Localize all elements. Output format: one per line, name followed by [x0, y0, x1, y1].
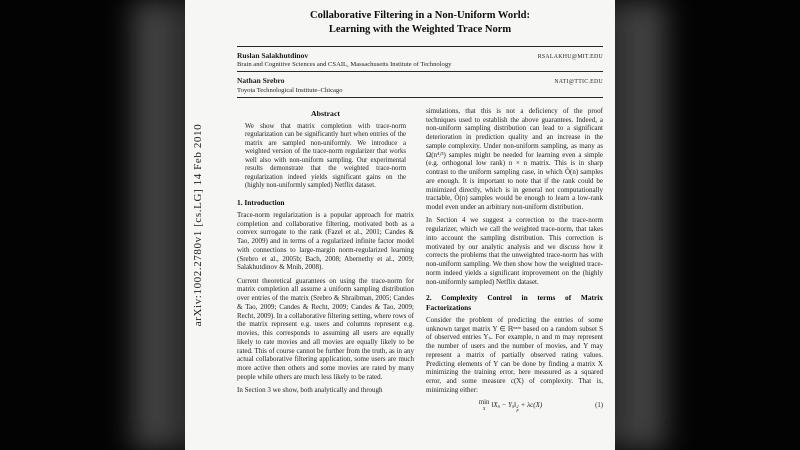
author-affiliation: Toyota Technological Institute–Chicago [237, 86, 343, 94]
section-heading-complexity: 2. Complexity Control in terms of Matrix Factorizations [426, 293, 603, 312]
arxiv-stamp: arXiv:1002.2780v1 [cs.LG] 14 Feb 2010 [192, 123, 204, 327]
equation-1 [426, 400, 603, 414]
author-email: NATI@TTIC.EDU [554, 79, 603, 86]
subscript-s: S [512, 403, 515, 409]
author-email: RSALAKHU@MIT.EDU [537, 53, 603, 60]
background-blur-left [132, 0, 180, 450]
paper-content [237, 0, 603, 414]
min-operator-label: min [478, 398, 490, 406]
author-block-1 [237, 47, 603, 72]
intro-paragraph-1: Trace-norm regularization is a popular approach for matrix completion and collaborative filtering, motivated both as a convex surrogate to the rank (Fazel et al., 2001; Candes & Tao, 2009) and in terms of a regularized infinite factor model with connections to large-margin norm-regularized learning (Srebro et al., 2005b; Bach, 2008; Abernethy et al., 2009; Salakhutdinov & Mnih, 2008). [237, 210, 414, 272]
right-paragraph-2: In Section 4 we suggest a correction to the trace-norm regularizer, which we call the weighted trace-norm, that takes into account the sampling distribution. This correction is motivated by our analytic analysis and we discuss how it corrects the problems that the unweighted trace-norm has with non-uniform sampling. We then show how the weighted trace-norm indeed yields a significant improvement on the (highly non-uniformly sampled) Netflix dataset. [426, 216, 603, 286]
min-operator-subscript: X [482, 405, 486, 411]
paper-title [237, 9, 603, 38]
paper-page [185, 0, 615, 450]
author-block-2 [237, 72, 603, 97]
abstract-text: We show that matrix completion with trace-norm regularization can be significantly hurt when entries of the matrix are sampled non-uniformly. We introduce a weighted version of the trace-norm regularizer that works well also with non-uniform sampling. Our experimental results demonstrate that the weighted trace-norm regularization indeed yields significant gains on the (highly non-uniformly sampled) Netflix dataset. [245, 122, 406, 190]
superscript-2: 2 [516, 403, 519, 409]
minus-term: − Y [499, 400, 513, 409]
subscript-s: S [497, 403, 500, 409]
author-name: Nathan Srebro [237, 76, 285, 86]
equation-body [426, 400, 595, 414]
intro-paragraph-3-partial: In Section 3 we show, both analytically and through [237, 386, 383, 395]
left-column [237, 107, 414, 414]
background-blur-right [618, 0, 666, 450]
regularizer-term: + λc(X) [518, 400, 543, 409]
author-rule-2 [237, 97, 603, 98]
two-column-body [237, 107, 603, 414]
subscript-f: F [516, 408, 519, 414]
norm-open-term: ‖X [491, 400, 498, 409]
author-name: Ruslan Salakhutdinov [237, 50, 309, 60]
right-paragraph-1: simulations, that this is not a deficiency of the proof techniques used to establish the above guarantees. Indeed, a non-uniform sampling distribution can lead to a significant deterioration in prediction quality and an increase in the sample complexity. Under non-uniform sampling, as many as Ω(n⁴/³) samples might be needed for learning even a simple (e.g. orthogonal low rank) n × n matrix. This is in sharp contrast to the uniform sampling case, in which Õ(n) samples are enough. It is important to note that if the rank could be minimized directly, which is in general not computationally tractable, Õ(n) samples would be enough to learn a low-rank model even under an arbitrary non-uniform distribution. [426, 106, 603, 212]
equation-number: (1) [595, 402, 603, 410]
intro-paragraph-2: Current theoretical guarantees on using the trace-norm for matrix completion all assume a uniform sampling distribution over entries of the matrix (Srebro & Shraibman, 2005; Candes & Tao, 2009; Candes & Recht, 2009; Candes & Tao, 2009; Recht, 2009). In a collaborative filtering setting, where rows of the matrix represent e.g. users and columns represent e.g. movies, this corresponds to assuming all users are equally likely to rate movies and all movies are equally likely to be rated. This of course cannot be further from the truth, as in any actual collaborative filtering application, some users are much more active then others and some movies are rated by many people while others are much less likely to be rated. [237, 276, 414, 381]
norm-close: ‖ [514, 400, 517, 409]
sec2-paragraph-1: Consider the problem of predicting the entries of some unknown target matrix Y ∈ ℝⁿˣᵐ based on a random subset S of observed entries Yₛ. For example, n and m may represent the number of users and the number of movies, and Y may represent a matrix of partially observed rating values. Predicting elements of Y can be done by finding a matrix X minimizing the training error, here measured as a squared error, and some measure c(X) of complexity. That is, minimizing either: [426, 315, 603, 394]
abstract-heading: Abstract [310, 108, 340, 118]
title-line-2: Learning with the Weighted Trace Norm [328, 24, 512, 36]
min-operator [479, 400, 490, 411]
right-column [426, 107, 603, 414]
author-affiliation: Brain and Cognitive Sciences and CSAIL, Massachusetts Institute of Technology [237, 61, 452, 69]
section-heading-introduction: 1. Introduction [237, 197, 285, 207]
title-line-1: Collaborative Filtering in a Non-Uniform World: [309, 10, 530, 21]
